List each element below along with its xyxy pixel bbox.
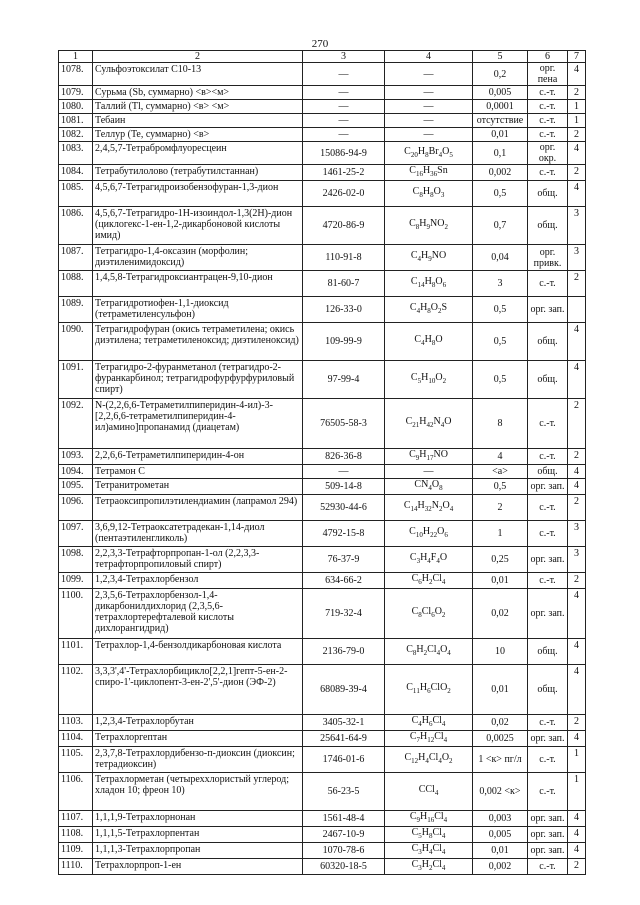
row-number: 1099. — [59, 573, 93, 589]
hazard-indicator: с.-т. — [528, 573, 568, 589]
cas-number: 81-60-7 — [303, 271, 385, 297]
hazard-indicator: орг. пена — [528, 63, 568, 86]
chemical-formula: — — [385, 86, 473, 100]
hazard-indicator: с.-т. — [528, 521, 568, 547]
table-row — [59, 715, 586, 731]
table-row — [59, 589, 586, 639]
hazard-indicator: орг. зап. — [528, 297, 568, 323]
row-number: 1081. — [59, 114, 93, 128]
hazard-indicator: общ. — [528, 465, 568, 479]
hazard-class: 1 — [568, 773, 586, 811]
hazard-class: 1 — [568, 114, 586, 128]
hazard-class: 4 — [568, 731, 586, 747]
substance-name: 3,3,3',4'-Тетрахлорбицикло[2,2,1]гепт-5-ен-2- спиро-1'-циклопент-3-ен-2',5'-дион (ЭФ-2) — [93, 665, 303, 715]
concentration-value: 0,5 — [473, 297, 528, 323]
table-row — [59, 63, 586, 86]
substance-name: Тетрахлорметан (четыреххлористый углерод; хладон 10; фреон 10) — [93, 773, 303, 811]
row-number: 1085. — [59, 181, 93, 207]
hazard-class: 4 — [568, 589, 586, 639]
hazard-class: 2 — [568, 495, 586, 521]
hazard-class: 2 — [568, 449, 586, 465]
table-row — [59, 827, 586, 843]
hazard-class: 3 — [568, 245, 586, 271]
hazard-indicator: орг. зап. — [528, 811, 568, 827]
table-row — [59, 86, 586, 100]
cas-number: 109-99-9 — [303, 323, 385, 361]
substance-name: Теллур (Te, суммарно) <в> — [93, 128, 303, 142]
hazard-class: 4 — [568, 479, 586, 495]
hazard-indicator: с.-т. — [528, 114, 568, 128]
table-row — [59, 811, 586, 827]
chemical-formula: CCl$_4$ — [385, 773, 473, 811]
chemical-formula: $C_4H_8O$ — [385, 323, 473, 361]
hazard-class: 4 — [568, 465, 586, 479]
substance-name: 1,4,5,8-Тетрагидроксиантрацен-9,10-дион — [93, 271, 303, 297]
chemical-formula: $C_{20}H_8Br_4O_5$ — [385, 142, 473, 165]
row-number: 1080. — [59, 100, 93, 114]
substance-name: 4,5,6,7-Тетрагидро-1Н-изоиндол-1,3(2Н)-дион (циклогекс-1-ен-1,2-дикарбоновой кислоты имид) — [93, 207, 303, 245]
concentration-value: 0,5 — [473, 361, 528, 399]
cas-number: 4720-86-9 — [303, 207, 385, 245]
substance-name: 1,1,1,3-Тетрахлорпропан — [93, 843, 303, 859]
table-row — [59, 773, 586, 811]
row-number: 1101. — [59, 639, 93, 665]
table-row — [59, 399, 586, 449]
row-number: 1088. — [59, 271, 93, 297]
chemical-formula: $C_{16}H_{36}Sn$ — [385, 165, 473, 181]
hazard-indicator: орг. зап. — [528, 547, 568, 573]
substance-name: 2,4,5,7-Тетрабромфлуоресцеин — [93, 142, 303, 165]
hazard-indicator: орг. зап. — [528, 479, 568, 495]
hazard-indicator: орг. зап. — [528, 731, 568, 747]
concentration-value: 0,0001 — [473, 100, 528, 114]
cas-number: — — [303, 465, 385, 479]
substance-name: 1,2,3,4-Тетрахлорбутан — [93, 715, 303, 731]
cas-number: 719-32-4 — [303, 589, 385, 639]
table-row — [59, 747, 586, 773]
chemical-formula: $C_{11}H_6ClO_2$ — [385, 665, 473, 715]
concentration-value: 0,04 — [473, 245, 528, 271]
row-number: 1103. — [59, 715, 93, 731]
cas-number: 3405-32-1 — [303, 715, 385, 731]
chemical-formula: — — [385, 465, 473, 479]
cas-number: 826-36-8 — [303, 449, 385, 465]
concentration-value: 0,003 — [473, 811, 528, 827]
cas-number: — — [303, 100, 385, 114]
table-row — [59, 731, 586, 747]
cas-number: 76505-58-3 — [303, 399, 385, 449]
concentration-value: 3 — [473, 271, 528, 297]
cas-number: 15086-94-9 — [303, 142, 385, 165]
chemical-formula: $C_3H_4F_4O$ — [385, 547, 473, 573]
chemical-formula: $C_5H_{10}O_2$ — [385, 361, 473, 399]
chemical-formula: $CN_4O_8$ — [385, 479, 473, 495]
chemical-formula: $C_3H_4Cl_4$ — [385, 843, 473, 859]
substance-name: N-(2,2,6,6-Тетраметилпиперидин-4-ил)-3- [2,2,6,6-тетраметилпиперидин-4-ил)амино]пропанамид (диацетам) — [93, 399, 303, 449]
chemical-formula: $C_{10}H_{22}O_6$ — [385, 521, 473, 547]
cas-number: 68089-39-4 — [303, 665, 385, 715]
concentration-value: 0,02 — [473, 715, 528, 731]
substance-name: 2,2,3,3-Тетрафторпропан-1-ол (2,2,3,3-тетрафторпропиловый спирт) — [93, 547, 303, 573]
hazard-indicator: орг. зап. — [528, 827, 568, 843]
table-row — [59, 361, 586, 399]
row-number: 1079. — [59, 86, 93, 100]
substance-name: Тетрахлорпроп-1-ен — [93, 859, 303, 875]
table-row — [59, 245, 586, 271]
cas-number: — — [303, 86, 385, 100]
cas-number: 76-37-9 — [303, 547, 385, 573]
hazard-class: 2 — [568, 165, 586, 181]
row-number: 1097. — [59, 521, 93, 547]
chemical-formula: $C_8H_9NO_2$ — [385, 207, 473, 245]
concentration-value: 0,01 — [473, 128, 528, 142]
column-header: 1 — [59, 51, 93, 63]
hazard-indicator: с.-т. — [528, 715, 568, 731]
chemical-formula: $C_{12}H_4Cl_4O_2$ — [385, 747, 473, 773]
header-row — [59, 51, 586, 63]
table-row — [59, 100, 586, 114]
table-body — [59, 63, 586, 875]
concentration-value: отсутствие — [473, 114, 528, 128]
hazard-class: 4 — [568, 361, 586, 399]
substance-name: Тетрахлор-1,4-бензолдикарбоновая кислота — [93, 639, 303, 665]
hazard-class: 2 — [568, 399, 586, 449]
substance-name: Сурьма (Sb, суммарно) <в><м> — [93, 86, 303, 100]
row-number: 1106. — [59, 773, 93, 811]
hazard-class: 2 — [568, 859, 586, 875]
hazard-class: 2 — [568, 715, 586, 731]
row-number: 1095. — [59, 479, 93, 495]
table-row — [59, 449, 586, 465]
column-header: 5 — [473, 51, 528, 63]
table-row — [59, 521, 586, 547]
row-number: 1105. — [59, 747, 93, 773]
concentration-value: 8 — [473, 399, 528, 449]
hazard-class: 3 — [568, 521, 586, 547]
cas-number: 1461-25-2 — [303, 165, 385, 181]
hazard-class: 2 — [568, 86, 586, 100]
hazard-class: 3 — [568, 547, 586, 573]
table-row — [59, 323, 586, 361]
cas-number: 56-23-5 — [303, 773, 385, 811]
substance-name: 1,1,1,5-Тетрахлорпентан — [93, 827, 303, 843]
concentration-value: <a> — [473, 465, 528, 479]
concentration-value: 1 — [473, 521, 528, 547]
substance-name: Тебаин — [93, 114, 303, 128]
hazard-indicator: с.-т. — [528, 859, 568, 875]
chemical-formula: $C_9H_{16}Cl_4$ — [385, 811, 473, 827]
hazard-class: 2 — [568, 271, 586, 297]
row-number: 1093. — [59, 449, 93, 465]
concentration-value: 0,2 — [473, 63, 528, 86]
row-number: 1094. — [59, 465, 93, 479]
table-row — [59, 859, 586, 875]
substance-name: Таллий (Tl, суммарно) <в> <м> — [93, 100, 303, 114]
table-row — [59, 573, 586, 589]
hazard-class — [568, 297, 586, 323]
substance-name: 4,5,6,7-Тетрагидроизобензофуран-1,3-дион — [93, 181, 303, 207]
table-row — [59, 297, 586, 323]
concentration-value: 0,002 — [473, 859, 528, 875]
concentration-value: 0,5 — [473, 479, 528, 495]
column-header: 4 — [385, 51, 473, 63]
row-number: 1078. — [59, 63, 93, 86]
hazard-indicator: общ. — [528, 361, 568, 399]
row-number: 1090. — [59, 323, 93, 361]
hazard-class: 4 — [568, 142, 586, 165]
cas-number: 4792-15-8 — [303, 521, 385, 547]
row-number: 1102. — [59, 665, 93, 715]
concentration-value: 2 — [473, 495, 528, 521]
cas-number: — — [303, 114, 385, 128]
substance-table — [58, 50, 586, 875]
cas-number: 509-14-8 — [303, 479, 385, 495]
row-number: 1092. — [59, 399, 93, 449]
concentration-value: 0,002 — [473, 165, 528, 181]
chemical-formula: $C_7H_{12}Cl_4$ — [385, 731, 473, 747]
chemical-formula: — — [385, 114, 473, 128]
cas-number: 97-99-4 — [303, 361, 385, 399]
row-number: 1089. — [59, 297, 93, 323]
cas-number: 126-33-0 — [303, 297, 385, 323]
substance-name: Тетранитрометан — [93, 479, 303, 495]
column-header: 3 — [303, 51, 385, 63]
hazard-indicator: с.-т. — [528, 128, 568, 142]
table-row — [59, 271, 586, 297]
cas-number: 1561-48-4 — [303, 811, 385, 827]
column-header: 2 — [93, 51, 303, 63]
substance-name: Тетрагидротиофен-1,1-диоксид (тетраметиленсульфон) — [93, 297, 303, 323]
hazard-indicator: орг. привк. — [528, 245, 568, 271]
table-row — [59, 495, 586, 521]
table-row — [59, 165, 586, 181]
chemical-formula: $C_5H_8Cl_4$ — [385, 827, 473, 843]
chemical-formula: — — [385, 128, 473, 142]
column-header: 7 — [568, 51, 586, 63]
cas-number: 1746-01-6 — [303, 747, 385, 773]
chemical-formula: $C_8Cl_6O_2$ — [385, 589, 473, 639]
hazard-class: 1 — [568, 747, 586, 773]
page-number: 270 — [311, 38, 329, 50]
substance-name: 2,3,7,8-Тетрахлордибензо-п-диоксин (диоксин; тетрадиоксин) — [93, 747, 303, 773]
hazard-class: 2 — [568, 128, 586, 142]
concentration-value: 0,002 <к> — [473, 773, 528, 811]
table-row — [59, 114, 586, 128]
concentration-value: 0,02 — [473, 589, 528, 639]
concentration-value: 1 <к> пг/л — [473, 747, 528, 773]
cas-number: 110-91-8 — [303, 245, 385, 271]
substance-name: Сульфоэтоксилат С10-13 — [93, 63, 303, 86]
concentration-value: 10 — [473, 639, 528, 665]
table-row — [59, 128, 586, 142]
cas-number: 2136-79-0 — [303, 639, 385, 665]
hazard-indicator: с.-т. — [528, 399, 568, 449]
row-number: 1104. — [59, 731, 93, 747]
row-number: 1096. — [59, 495, 93, 521]
row-number: 1107. — [59, 811, 93, 827]
hazard-indicator: общ. — [528, 665, 568, 715]
row-number: 1091. — [59, 361, 93, 399]
cas-number: 2467-10-9 — [303, 827, 385, 843]
hazard-indicator: орг. зап. — [528, 589, 568, 639]
substance-name: 2,2,6,6-Тетраметилпиперидин-4-он — [93, 449, 303, 465]
chemical-formula: $C_8H_2Cl_4O_4$ — [385, 639, 473, 665]
substance-name: Тетрагидрофуран (окись тетраметилена; окись диэтилена; тетраметиленоксид; диэтиленоксид) — [93, 323, 303, 361]
substance-name: Тетрамон С — [93, 465, 303, 479]
hazard-class: 4 — [568, 843, 586, 859]
concentration-value: 0,005 — [473, 86, 528, 100]
chemical-formula: $C_6H_2Cl_4$ — [385, 573, 473, 589]
chemical-formula: $C_3H_2Cl_4$ — [385, 859, 473, 875]
cas-number: 52930-44-6 — [303, 495, 385, 521]
hazard-indicator: общ. — [528, 639, 568, 665]
substance-name: Тетраоксипропилэтилендиамин (лапрамол 294) — [93, 495, 303, 521]
hazard-indicator: с.-т. — [528, 86, 568, 100]
table-row — [59, 207, 586, 245]
concentration-value: 0,005 — [473, 827, 528, 843]
hazard-class: 3 — [568, 207, 586, 245]
concentration-value: 0,01 — [473, 573, 528, 589]
concentration-value: 0,01 — [473, 843, 528, 859]
chemical-formula: $C_{21}H_{42}N_4O$ — [385, 399, 473, 449]
hazard-indicator: общ. — [528, 181, 568, 207]
chemical-formula: $C_9H_{17}NO$ — [385, 449, 473, 465]
concentration-value: 0,25 — [473, 547, 528, 573]
hazard-indicator: орг. окр. — [528, 142, 568, 165]
chemical-formula: — — [385, 100, 473, 114]
concentration-value: 4 — [473, 449, 528, 465]
hazard-class: 4 — [568, 811, 586, 827]
concentration-value: 0,5 — [473, 323, 528, 361]
row-number: 1109. — [59, 843, 93, 859]
column-header: 6 — [528, 51, 568, 63]
hazard-class: 1 — [568, 100, 586, 114]
row-number: 1087. — [59, 245, 93, 271]
substance-name: 1,1,1,9-Тетрахлорнонан — [93, 811, 303, 827]
cas-number: 1070-78-6 — [303, 843, 385, 859]
row-number: 1098. — [59, 547, 93, 573]
hazard-indicator: с.-т. — [528, 747, 568, 773]
cas-number: — — [303, 128, 385, 142]
cas-number: 2426-02-0 — [303, 181, 385, 207]
table-row — [59, 181, 586, 207]
hazard-indicator: с.-т. — [528, 449, 568, 465]
table-row — [59, 843, 586, 859]
cas-number: 634-66-2 — [303, 573, 385, 589]
substance-name: Тетрагидро-2-фуранметанол (тетрагидро-2-фуранкарбинол; тетрагидрофурфурфуриловый спирт) — [93, 361, 303, 399]
row-number: 1084. — [59, 165, 93, 181]
substance-name: Тетрагидро-1,4-оксазин (морфолин; диэтиленимидоксид) — [93, 245, 303, 271]
concentration-value: 0,7 — [473, 207, 528, 245]
chemical-formula: $C_4H_8O_2S$ — [385, 297, 473, 323]
table-row — [59, 639, 586, 665]
row-number: 1110. — [59, 859, 93, 875]
substance-name: 1,2,3,4-Тетрахлорбензол — [93, 573, 303, 589]
hazard-class: 4 — [568, 639, 586, 665]
chemical-formula: — — [385, 63, 473, 86]
substance-name: 2,3,5,6-Тетрахлорбензол-1,4-дикарбонилдихлорид (2,3,5,6-тетрахлортерефталевой кислоты дихлорангидрид) — [93, 589, 303, 639]
cas-number: 60320-18-5 — [303, 859, 385, 875]
substance-name: 3,6,9,12-Тетраоксатетрадекан-1,14-диол (пентаэтиленгликоль) — [93, 521, 303, 547]
hazard-class: 4 — [568, 181, 586, 207]
hazard-indicator: с.-т. — [528, 100, 568, 114]
table-row — [59, 142, 586, 165]
table-row — [59, 465, 586, 479]
concentration-value: 0,5 — [473, 181, 528, 207]
chemical-formula: $C_4H_6Cl_4$ — [385, 715, 473, 731]
hazard-indicator: общ. — [528, 323, 568, 361]
cas-number: 25641-64-9 — [303, 731, 385, 747]
table-row — [59, 665, 586, 715]
hazard-class: 4 — [568, 665, 586, 715]
row-number: 1108. — [59, 827, 93, 843]
hazard-indicator: орг. зап. — [528, 843, 568, 859]
chemical-formula: $C_4H_9NO$ — [385, 245, 473, 271]
hazard-class: 2 — [568, 573, 586, 589]
row-number: 1100. — [59, 589, 93, 639]
concentration-value: 0,0025 — [473, 731, 528, 747]
row-number: 1086. — [59, 207, 93, 245]
concentration-value: 0,1 — [473, 142, 528, 165]
table-row — [59, 547, 586, 573]
hazard-indicator: с.-т. — [528, 271, 568, 297]
hazard-indicator: с.-т. — [528, 773, 568, 811]
table-row — [59, 479, 586, 495]
hazard-indicator: общ. — [528, 207, 568, 245]
substance-name: Тетрахлоргептан — [93, 731, 303, 747]
chemical-formula: $C_{14}H_8O_6$ — [385, 271, 473, 297]
row-number: 1082. — [59, 128, 93, 142]
substance-name: Тетрабутилолово (тетрабутилстаннан) — [93, 165, 303, 181]
cas-number: — — [303, 63, 385, 86]
row-number: 1083. — [59, 142, 93, 165]
concentration-value: 0,01 — [473, 665, 528, 715]
hazard-class: 4 — [568, 63, 586, 86]
chemical-formula: $C_{14}H_{32}N_2O_4$ — [385, 495, 473, 521]
hazard-class: 4 — [568, 323, 586, 361]
hazard-indicator: с.-т. — [528, 165, 568, 181]
hazard-class: 4 — [568, 827, 586, 843]
hazard-indicator: с.-т. — [528, 495, 568, 521]
chemical-formula: $C_8H_8O_3$ — [385, 181, 473, 207]
